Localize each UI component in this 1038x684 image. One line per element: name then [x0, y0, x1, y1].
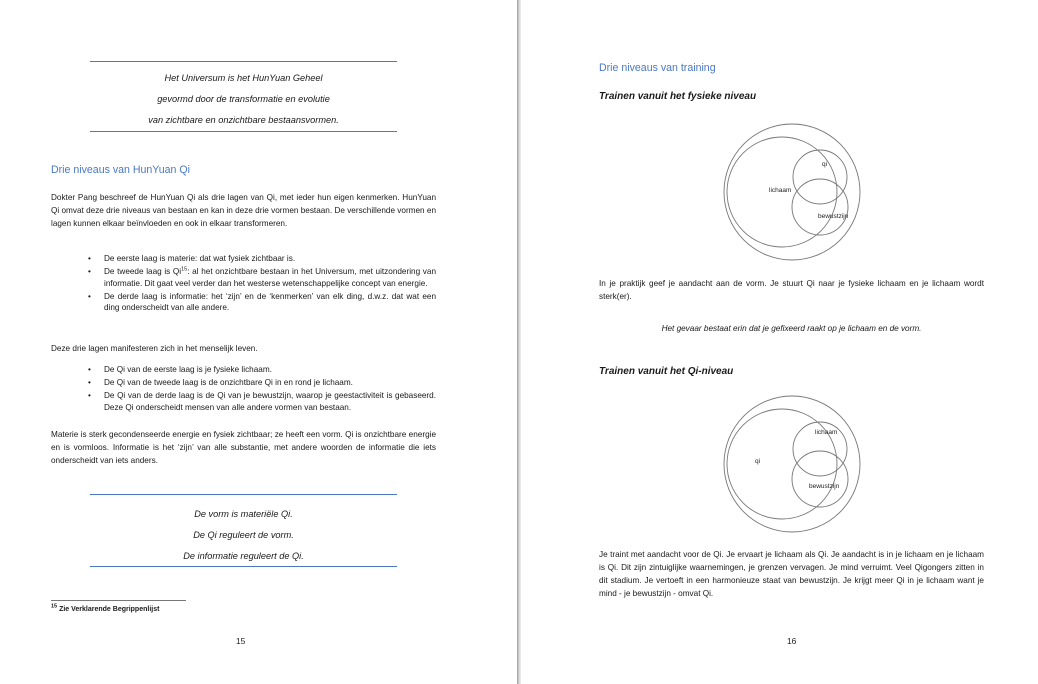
circle-c [792, 451, 848, 507]
quote-line: Het Universum is het HunYuan Geheel [164, 73, 323, 83]
page-number: 15 [236, 636, 246, 646]
quote-line: van zichtbare en onzichtbare bestaansvormen. [148, 115, 339, 125]
outer-circle [724, 124, 860, 260]
section-heading: Drie niveaus van training [599, 62, 716, 74]
quote-line: De Qi reguleert de vorm. [193, 530, 294, 540]
paragraph: Je traint met aandacht voor de Qi. Je ervaart je lichaam als Qi. Je aandacht is in je lichaam en je lichaam is Qi. Dit zijn zintuiglijke waarnemingen, je grenzen vervagen. Je mind verruimt. Veel Qigongers zitten in dit stadium. Je vertoeft in een harmonieuze staat van bewustzijn. Je krijgt meer Qi in je lichaam want je mind - je bewustzijn - omvat Qi. [599, 550, 984, 598]
circle-c [792, 179, 848, 235]
list-item: • De Qi van de tweede laag is de onzichtbare Qi in en rond je lichaam. [88, 377, 436, 389]
page-number: 16 [787, 636, 797, 646]
venn-label-a: qi [755, 458, 761, 465]
list-item: • De eerste laag is materie: dat wat fysiek zichtbaar is. [88, 253, 436, 265]
subsection-title: Trainen vanuit het Qi-niveau [599, 366, 734, 377]
paragraph: Materie is sterk gecondenseerde energie en fysiek zichtbaar; ze heeft een vorm. Qi is onzichtbare energie en is vormloos. Informatie is het ‘zijn’ van alle substantie, met andere woorden de informatie die iets onderscheidt van iets anders. [51, 430, 436, 465]
footnote: $^{15}$ Zie Verklarende Begrippenlijst [51, 603, 160, 613]
venn-label-b: lichaam [815, 429, 838, 436]
bottom-quote-box [90, 494, 397, 567]
list-item: • De Qi van de derde laag is de Qi van je bewustzijn, waarop je geestactiviteit is gebaseerd. Deze Qi onderscheidt mensen van alle andere vormen van bestaan. [88, 390, 436, 413]
top-quote-box [90, 61, 397, 132]
circle-a [727, 409, 837, 519]
venn-label-c: bewustzijn [818, 213, 849, 220]
list-item: • De derde laag is informatie: het ‘zijn’ en de ‘kenmerken’ van elk ding, d.w.z. dat wat een ding onderscheidt van alle andere. [88, 291, 436, 314]
paragraph: Deze drie lagen manifesteren zich in het menselijk leven. [51, 344, 258, 353]
outer-circle [724, 396, 860, 532]
bullet-list [88, 364, 436, 415]
quote-line: De vorm is materiële Qi. [194, 509, 293, 519]
right-page [521, 0, 1038, 684]
venn-label-b: qi [822, 161, 828, 168]
venn-diagram-qi [717, 392, 867, 537]
quote-line: gevormd door de transformatie en evolutie [157, 94, 330, 104]
list-item: • De tweede laag is Qi$^{15}$: al het onzichtbare bestaan in het Universum, met uitzondering van informatie. Dit gaat veel verder dan het westerse wetenschappelijke concept van energie. [88, 266, 436, 289]
quote-line: De informatie reguleert de Qi. [183, 551, 304, 561]
bullet-list [88, 253, 436, 315]
footnote-divider [51, 600, 186, 601]
footnote-reference: 15 [181, 266, 188, 273]
left-page [0, 0, 517, 684]
venn-label-a: lichaam [769, 187, 792, 194]
circle-b [793, 150, 847, 204]
paragraph: In je praktijk geef je aandacht aan de vorm. Je stuurt Qi naar je fysieke lichaam en je lichaam wordt sterk(er). [599, 279, 984, 301]
venn-label-c: bewustzijn [809, 483, 840, 490]
list-item: • De Qi van de eerste laag is je fysieke lichaam. [88, 364, 436, 376]
subsection-title: Trainen vanuit het fysieke niveau [599, 91, 757, 102]
section-heading: Drie niveaus van HunYuan Qi [51, 164, 190, 176]
paragraph: Dokter Pang beschreef de HunYuan Qi als drie lagen van Qi, met ieder hun eigen kenmerken. HunYuan Qi omvat deze drie niveaus van bestaan en kan in deze drie vormen bestaan. De verschillende vormen en lagen kunnen elkaar beïnvloeden en ook in elkaar transformeren. [51, 193, 436, 228]
italic-quote: Het gevaar bestaat erin dat je gefixeerd raakt op je lichaam en de vorm. [661, 324, 922, 333]
venn-diagram-physical [717, 120, 867, 265]
